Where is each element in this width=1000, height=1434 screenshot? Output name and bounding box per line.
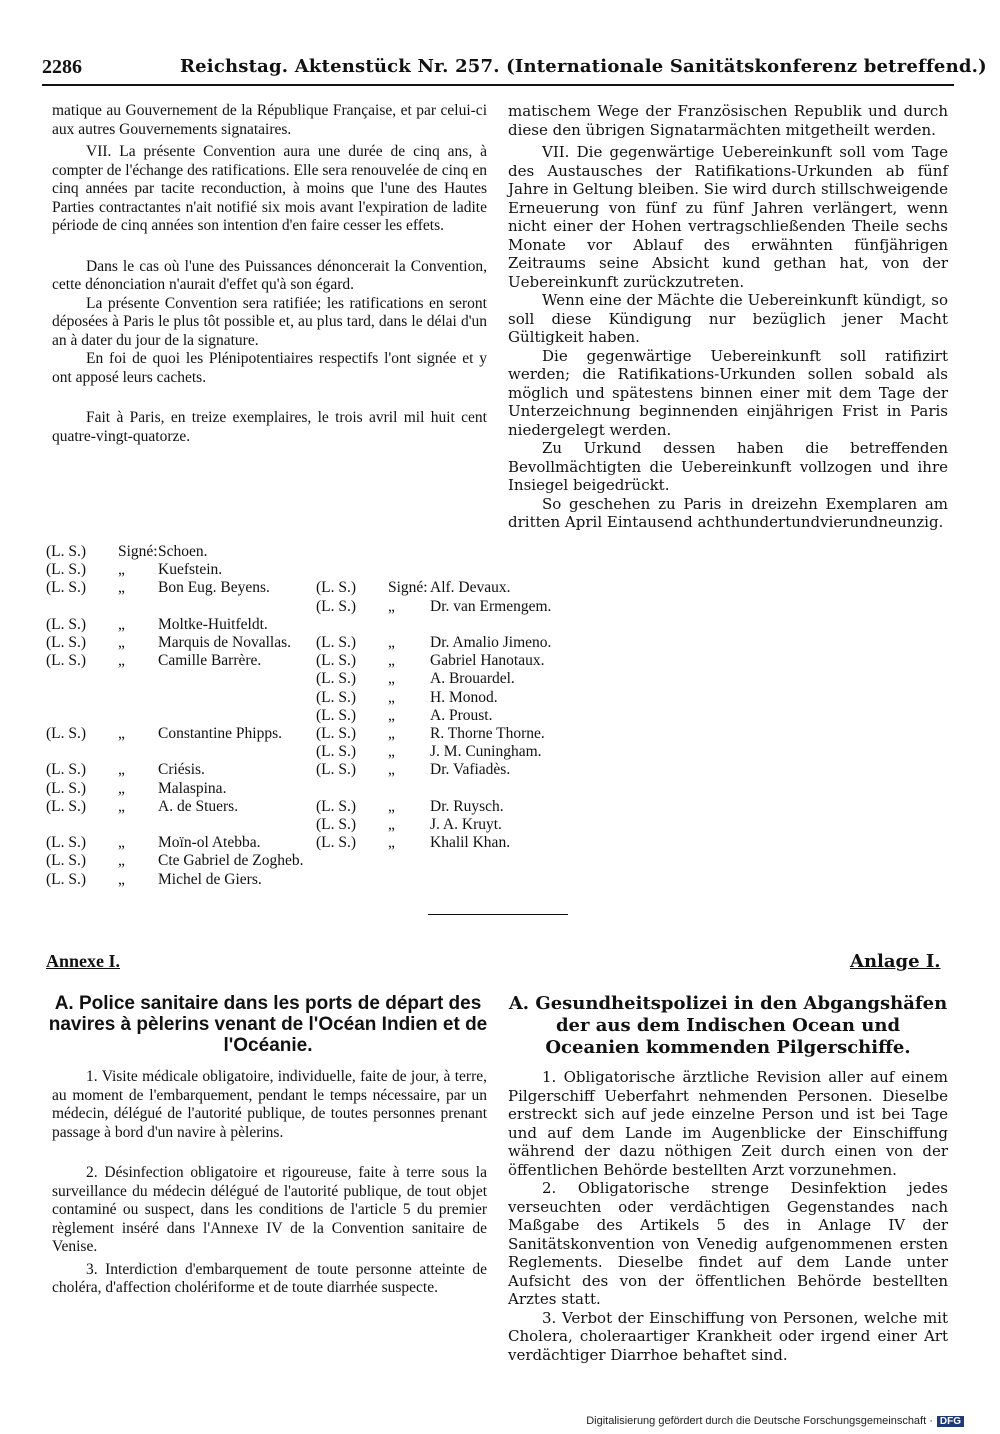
signature-mark: Signé:: [388, 579, 428, 597]
seal-mark: (L. S.): [316, 706, 357, 724]
signatory-name: Constantine Phipps.: [158, 725, 283, 742]
signatory-name: Kuefstein.: [158, 561, 223, 579]
signature-mark: „: [388, 725, 395, 742]
signature-mark: „: [118, 852, 125, 870]
seal-mark: (L. S.): [46, 543, 87, 560]
paragraph: Zu Urkund dessen haben die betreffenden Bevollmächtigten die Uebereinkunft vollzogen und ihre Insiegel beigedrückt.: [508, 439, 948, 494]
seal-mark: (L. S.): [46, 561, 87, 579]
seal-mark: (L. S.): [46, 579, 87, 597]
signatory-name: A. Brouardel.: [430, 670, 515, 688]
dfg-logo: DFG: [937, 1416, 964, 1427]
signatory-name: Criésis.: [158, 761, 205, 779]
signature-mark: „: [118, 652, 125, 670]
signature-mark: „: [118, 870, 125, 888]
seal-mark: (L. S.): [46, 761, 87, 779]
footer: [586, 1415, 964, 1427]
paragraph: 1. Obligatorische ärztliche Revision aller auf einem Pilgerschiff Ueberfahrt nehmenden Personen. Dieselbe erstreckt sich auf jede einzelne Person und ist bei Tage und auf dem Lande im Augenblicke der Einschiffung während der dazu nöthigen Zeit durch einen von der öffentlichen Behörde bestellten Arzt vorzunehmen.: [508, 1068, 948, 1179]
signature-mark: „: [388, 816, 395, 833]
seal-mark: (L. S.): [46, 615, 87, 633]
signatory-name: A. de Stuers.: [158, 797, 239, 815]
signatory-name: Marquis de Novallas.: [158, 634, 292, 651]
paragraph: Fait à Paris, en treize exemplaires, le trois avril mil huit cent quatre-vingt-quatorze.: [52, 409, 487, 445]
paragraph: VII. Die gegenwärtige Uebereinkunft soll vom Tage des Austausches der Ratifikations-Urkunden ab fünf Jahre in Geltung bleiben. Sie wird durch stillschweigende Erneuerung von fünf zu fünf Jahren verlängert, wenn nicht einer der Hohen vertragschließenden Theile sechs Monate vor Ablauf des erwähnten fünfjährigen Zeitraums seine Absicht kund gethan hat, von der Uebereinkunft zurückzutreten.: [508, 143, 948, 291]
seal-mark: (L. S.): [316, 688, 357, 706]
signature-mark: „: [118, 779, 125, 797]
signature-mark: „: [388, 652, 395, 670]
signatory-name: Dr. Amalio Jimeno.: [430, 634, 552, 651]
signatory-name: Moltke-Huitfeldt.: [158, 615, 268, 633]
seal-mark: (L. S.): [46, 634, 87, 651]
seal-mark: (L. S.): [316, 670, 357, 688]
signatory-name: Moïn-ol Atebba.: [158, 834, 261, 852]
seal-mark: (L. S.): [316, 652, 357, 670]
signatory-name: Alf. Devaux.: [430, 579, 511, 597]
signatory-name: Schoen.: [158, 543, 208, 560]
signature-mark: „: [388, 597, 395, 615]
paragraph: La présente Convention sera ratifiée; les ratifications en seront déposées à Paris le plus tôt possible et, au plus tard, dans le délai d'un an à dater du jour de la signature.: [52, 294, 487, 349]
signature-mark: „: [388, 797, 395, 815]
seal-mark: (L. S.): [316, 725, 357, 742]
signature-mark: „: [388, 834, 395, 852]
signature-mark: „: [388, 670, 395, 688]
seal-mark: (L. S.): [316, 761, 357, 779]
header-rule: [42, 84, 954, 86]
section-divider: [428, 914, 568, 915]
paragraph: 2. Désinfection obligatoire et rigoureuse, faite à terre sous la surveillance du médecin délégué de l'autorité publique, de tout objet contaminé ou suspect, dans les conditions de l'article 5 du premier règlement inséré dans l'Annexe IV de la Convention sanitaire de Venise.: [52, 1164, 487, 1255]
paragraph: Wenn eine der Mächte die Uebereinkunft kündigt, so soll diese Kündigung nur bezüglich jener Macht Gültigkeit haben.: [508, 291, 948, 346]
paragraph: matischem Wege der Französischen Republik und durch diese den übrigen Signatarmächten mitgetheilt werden.: [508, 102, 948, 139]
seal-mark: (L. S.): [46, 834, 87, 852]
paragraph: So geschehen zu Paris in dreizehn Exemplaren am dritten April Eintausend achthundertundvierundneunzig.: [508, 494, 948, 531]
annexe-heading-de: A. Gesundheitspolizei in den Abgangshäfen der aus dem Indischen Ocean und Oceanien kommenden Pilgerschiffe.: [508, 993, 948, 1058]
signature-mark: „: [118, 634, 125, 651]
signatory-name: Dr. Vafiadès.: [430, 761, 511, 779]
seal-mark: (L. S.): [46, 725, 87, 742]
seal-mark: (L. S.): [316, 816, 357, 833]
paragraph: En foi de quoi les Plénipotentiaires respectifs l'ont signée et y ont apposé leurs cachets.: [52, 350, 487, 386]
seal-mark: (L. S.): [46, 779, 87, 797]
paragraph: 2. Obligatorische strenge Desinfektion jedes verseuchten oder verdächtigen Gegenstandes nach Maßgabe des Artikels 5 des in Anlage IV der Sanitätskonvention von Venedig aufgenommenen ersten Reglements. Dieselbe findet auf dem Lande unter Aufsicht des von der öffentlichen Behörde bestellten Arztes statt.: [508, 1179, 948, 1308]
anlage-label: Anlage I.: [850, 951, 941, 972]
signature-mark: „: [118, 761, 125, 779]
seal-mark: (L. S.): [46, 652, 87, 670]
signature-mark: „: [388, 706, 395, 724]
signature-mark: „: [388, 688, 395, 706]
signature-mark: „: [388, 743, 395, 761]
signatory-name: Michel de Giers.: [158, 870, 262, 888]
signatory-name: Camille Barrère.: [158, 652, 262, 670]
paragraph: 3. Interdiction d'embarquement de toute personne atteinte de choléra, d'affection cholériforme et de toute diarrhée suspecte.: [52, 1260, 487, 1296]
signatory-name: Khalil Khan.: [430, 834, 511, 852]
paragraph: matique au Gouvernement de la République Française, et par celui-ci aux autres Gouvernements signataires.: [52, 102, 487, 138]
signature-mark: „: [118, 615, 125, 633]
seal-mark: (L. S.): [316, 743, 357, 761]
paragraph: Dans le cas où l'une des Puissances dénoncerait la Convention, cette dénonciation n'aurait d'effet qu'à son égard.: [52, 257, 487, 293]
seal-mark: (L. S.): [46, 870, 87, 888]
seal-mark: (L. S.): [316, 597, 357, 615]
signature-mark: „: [118, 561, 125, 579]
right-column-top: [508, 102, 948, 532]
signatory-name: R. Thorne Thorne.: [430, 725, 545, 742]
signatory-name: J. M. Cuningham.: [430, 743, 542, 761]
signature-mark: „: [118, 797, 125, 815]
annexe-label: Annexe I.: [46, 951, 121, 971]
footer-text: Digitalisierung gefördert durch die Deutsche Forschungsgemeinschaft ·: [586, 1415, 933, 1427]
paragraph: VII. La présente Convention aura une durée de cinq ans, à compter de l'échange des ratifications. Elle sera renouvelée de cinq en cinq années par tacite reconduction, à moins que l'une des Hautes Parties contractantes n'ait notifié six mois avant l'expiration de ladite période de cinq années son intention d'en faire cesser les effets.: [52, 143, 487, 234]
paragraph: 3. Verbot der Einschiffung von Personen, welche mit Cholera, choleraartiger Krankheit oder irgend einer Art verdächtiger Diarrhoe behaftet sind.: [508, 1308, 948, 1364]
signature-mark: Signé:: [118, 543, 158, 560]
right-column-bottom: [508, 1068, 948, 1364]
running-title: Reichstag. Aktenstück Nr. 257. (Internationale Sanitätskonferenz betreffend.): [180, 56, 987, 77]
signatory-name: Dr. van Ermengem.: [430, 597, 552, 615]
signatory-name: A. Proust.: [430, 706, 493, 724]
seal-mark: (L. S.): [46, 797, 87, 815]
paragraph: 1. Visite médicale obligatoire, individuelle, faite de jour, à terre, au moment de l'embarquement, pendant le temps nécessaire, par un médecin, délégué de l'autorité publique, de toutes personnes prenant passage à bord d'un navire à pèlerins.: [52, 1068, 487, 1141]
left-column-top: [52, 102, 487, 446]
signature-mark: „: [388, 761, 395, 779]
seal-mark: (L. S.): [316, 579, 357, 597]
signatory-name: Dr. Ruysch.: [430, 797, 504, 815]
left-column-bottom: [52, 1068, 487, 1298]
signatory-name: H. Monod.: [430, 688, 498, 706]
signature-mark: „: [118, 834, 125, 852]
paragraph: Die gegenwärtige Uebereinkunft soll ratifizirt werden; die Ratifikations-Urkunden sollen sobald als möglich und spätestens binnen einer mit dem Tage der Unterzeichnung beginnenden einjährigen Frist in Paris niedergelegt werden.: [508, 346, 948, 439]
seal-mark: (L. S.): [316, 797, 357, 815]
signatory-name: Malaspina.: [158, 779, 227, 797]
signature-mark: „: [118, 579, 125, 597]
signatory-name: J. A. Kruyt.: [430, 816, 502, 833]
seal-mark: (L. S.): [316, 834, 357, 852]
signatory-name: Cte Gabriel de Zogheb.: [158, 852, 304, 870]
annexe-heading-fr: A. Police sanitaire dans les ports de départ des navires à pèlerins venant de l'Océan Indien et de l'Océanie.: [48, 993, 488, 1056]
page-number: 2286: [42, 56, 82, 78]
signatory-name: Bon Eug. Beyens.: [158, 579, 270, 597]
seal-mark: (L. S.): [316, 634, 357, 651]
seal-mark: (L. S.): [46, 852, 87, 870]
signature-mark: „: [118, 725, 125, 742]
signature-mark: „: [388, 634, 395, 651]
signatory-name: Gabriel Hanotaux.: [430, 652, 545, 670]
